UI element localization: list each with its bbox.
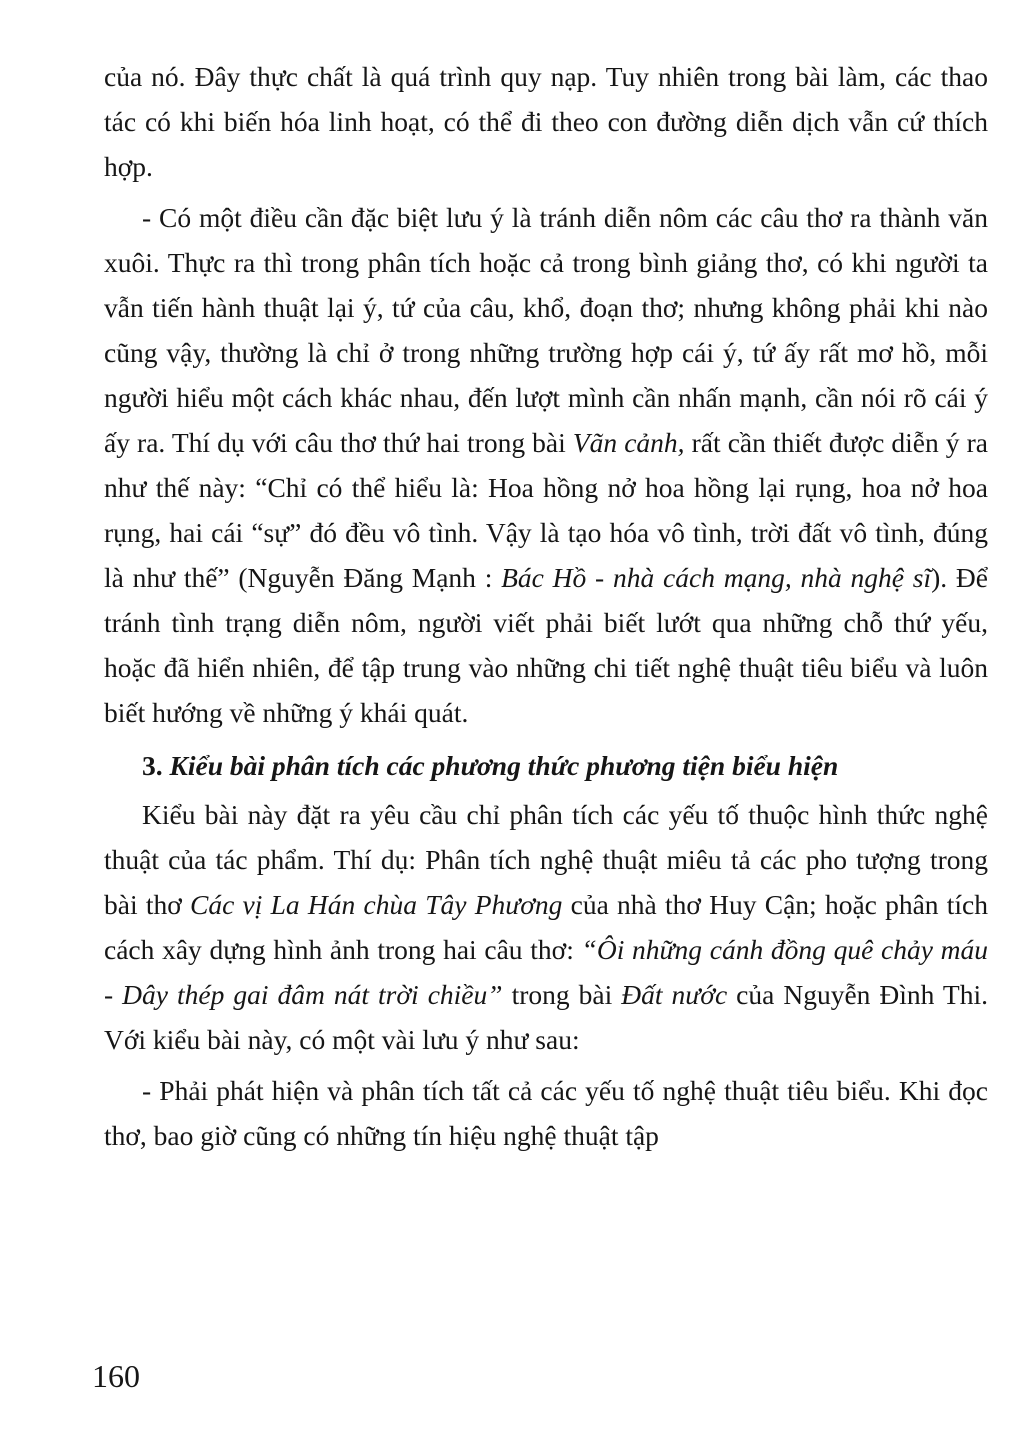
paragraph-note: - Phải phát hiện và phân tích tất cả các yếu tố nghệ thuật tiêu biểu. Khi đọc thơ, bao giờ cũng có những tín hiệu nghệ thuật tập	[104, 1075, 988, 1151]
paragraph-continuation: của nó. Đây thực chất là quá trình quy nạp. Tuy nhiên trong bài làm, các thao tác có khi biến hóa linh hoạt, có thể đi theo con đường diễn dịch vẫn cứ thích hợp.	[104, 61, 988, 182]
text-run: của nhà thơ Huy Cận; hoặc phân tích cách xây dựng hình ảnh trong hai câu thơ:	[104, 889, 989, 965]
text-run: trong bài	[502, 979, 622, 1010]
text-run: rất cần thiết được diễn ý ra như thế này: “Chỉ có thể hiểu là: Hoa hồng nở hoa hồng lại rụng, hoa nở hoa rụng, hai cái “sự” đó đều vô tình. Vậy là tạo hóa vô tình, trời đất vô tình, đúng là như thế” (Nguyễn Đăng Mạnh :	[104, 427, 989, 593]
section-heading	[104, 743, 988, 788]
book-title-citation: Bác Hồ - nhà cách mạng, nhà nghệ sĩ	[501, 562, 932, 593]
text-run: của Nguyễn Đình Thi. Với kiểu bài này, có một vài lưu ý như sau:	[104, 979, 988, 1055]
text-run: Kiểu bài này đặt ra yêu cầu chỉ phân tích các yếu tố thuộc hình thức nghệ thuật của tác phẩm. Thí dụ: Phân tích nghệ thuật miêu tả các pho tượng trong bài thơ	[104, 799, 988, 920]
section-number: 3.	[142, 750, 163, 781]
page-number: 160	[92, 1358, 140, 1394]
section-title: Kiểu bài phân tích các phương thức phương tiện biểu hiện	[169, 750, 839, 781]
text-run: - Có một điều cần đặc biệt lưu ý là tránh diễn nôm các câu thơ ra thành văn xuôi. Thực ra thì trong phân tích hoặc cả trong bình giảng thơ, có khi người ta vẫn tiến hành thuật lại ý, tứ của câu, khổ, đoạn thơ; nhưng không phải khi nào cũng vậy, thường là chỉ ở trong những trường hợp cái ý, tứ ấy rất mơ hồ, mỗi người hiểu một cách khác nhau, đến lượt mình cần nhấn mạnh, cần nói rõ cái ý ấy ra. Thí dụ với câu thơ thứ hai trong bài	[104, 202, 988, 458]
paragraph-essay-type	[104, 792, 988, 1062]
paragraph-avoid-paraphrase	[104, 195, 988, 735]
poem-title-la-han: Các vị La Hán chùa Tây Phương	[190, 889, 563, 920]
text-run: ). Để tránh tình trạng diễn nôm, người viết phải biết lướt qua những chỗ thứ yếu, hoặc đã hiển nhiên, để tập trung vào những chi tiết nghệ thuật tiêu biểu và luôn biết hướng về những ý khái quát.	[104, 562, 988, 728]
poem-title-dat-nuoc: Đất nước	[621, 979, 728, 1010]
poem-title-van-canh: Vãn cảnh,	[572, 427, 685, 458]
page-body	[104, 54, 988, 1158]
poem-quote: “Ôi những cánh đồng quê chảy máu - Dây thép gai đâm nát trời chiều”	[104, 934, 988, 1010]
